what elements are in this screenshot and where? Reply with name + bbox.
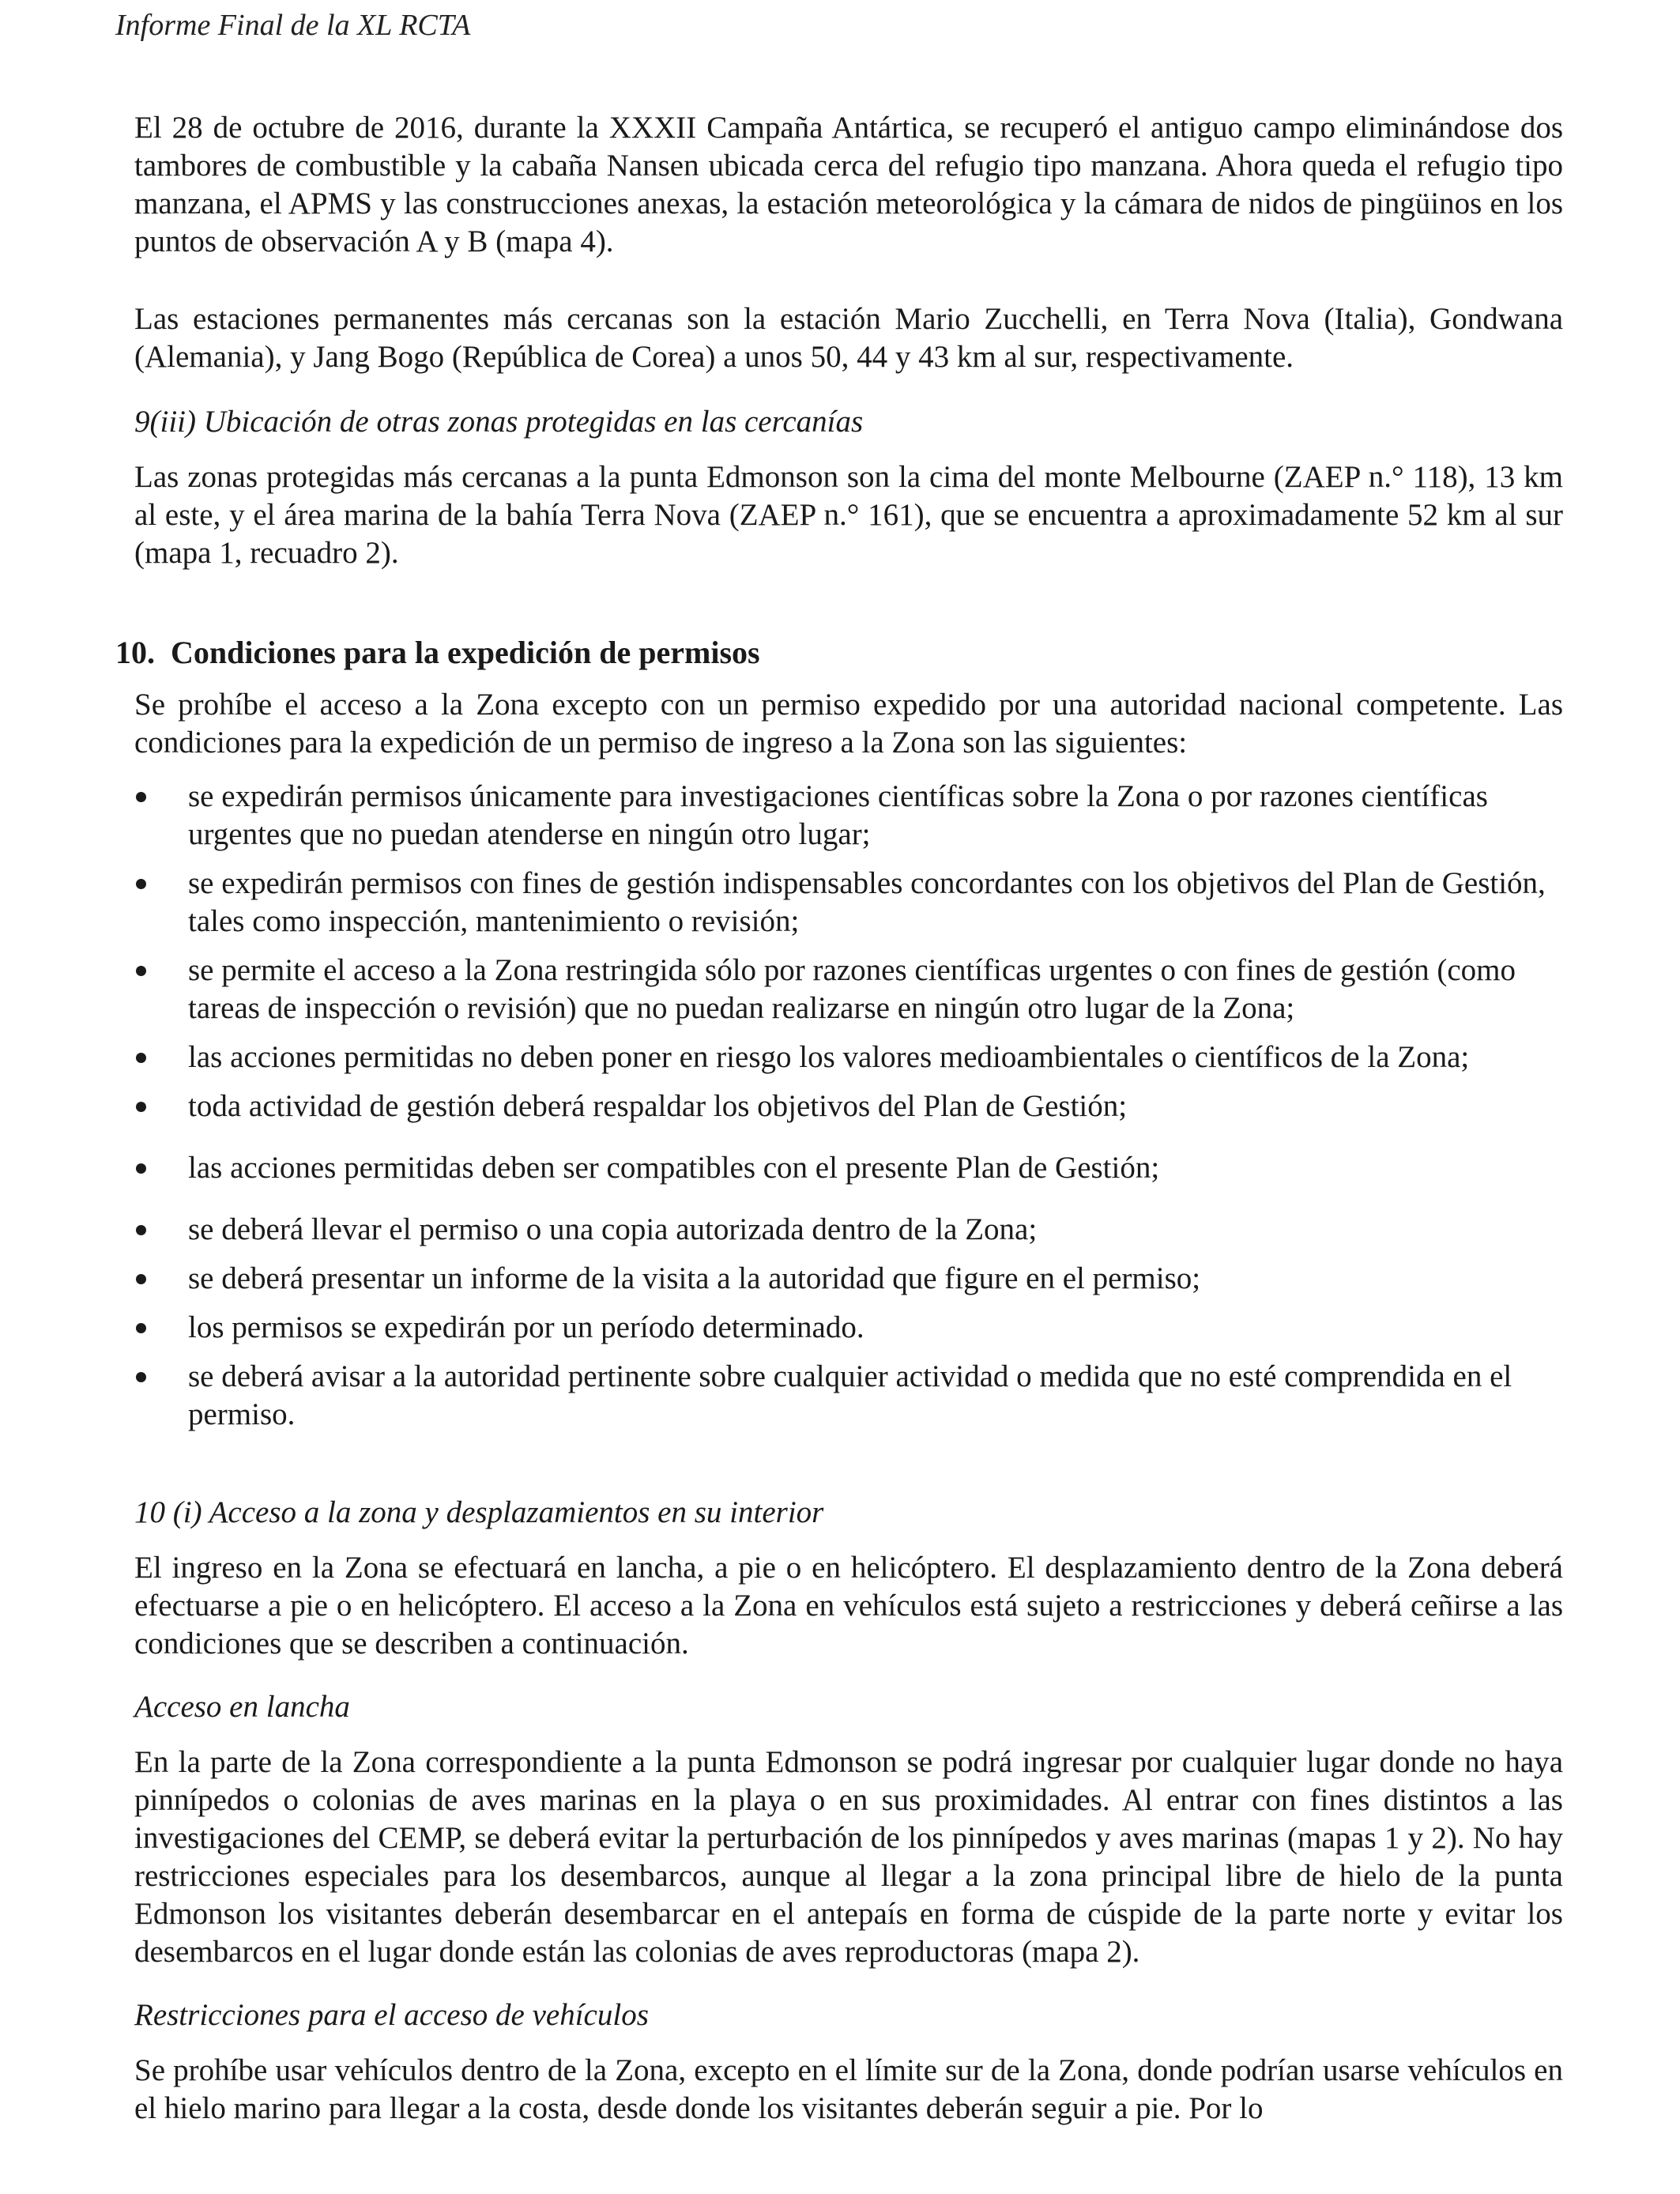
- list-item: se expedirán permisos con fines de gestión indispensables concordantes con los objetivos del Plan de Gestión, tales como inspección, mantenimiento o revisión;: [134, 865, 1563, 941]
- section-10-number: 10.: [115, 635, 155, 670]
- subheading-acceso-lancha: Acceso en lancha: [134, 1690, 350, 1724]
- section-10-heading: [115, 634, 1563, 672]
- permit-conditions-list: [134, 778, 1563, 1434]
- list-item: las acciones permitidas deben ser compatibles con el presente Plan de Gestión;: [134, 1149, 1563, 1187]
- page-body: [115, 109, 1563, 2128]
- bullet-icon: [136, 1372, 146, 1382]
- paragraph-acceso-lancha: En la parte de la Zona correspondiente a la punta Edmonson se podrá ingresar por cualquier lugar donde no haya pinnípedos o colonias de aves marinas en la playa o en sus proximidades. Al entrar con fines distintos a las investigaciones del CEMP, se deberá evitar la perturbación de los pinnípedos y aves marinas (mapas 1 y 2). No hay restricciones especiales para los desembarcos, aunque al llegar a la zona principal libre de hielo de la punta Edmonson los visitantes deberán desembarcar en el antepaís en forma de cúspide de la parte norte y evitar los desembarcos en el lugar donde están las colonias de aves reproductoras (mapa 2).: [134, 1745, 1563, 1969]
- section-10-title: Condiciones para la expedición de permisos: [171, 635, 760, 670]
- paragraph-estaciones: Las estaciones permanentes más cercanas son la estación Mario Zucchelli, en Terra Nova (Italia), Gondwana (Alemania), y Jang Bogo (República de Corea) a unos 50, 44 y 43 km al sur, respectivamente.: [134, 302, 1563, 374]
- running-header: Informe Final de la XL RCTA: [115, 9, 471, 42]
- bullet-icon: [136, 1102, 146, 1112]
- bullet-icon: [136, 966, 146, 976]
- bullet-icon: [136, 1163, 146, 1174]
- subheading-acceso-zona: 10 (i) Acceso a la zona y desplazamientos en su interior: [134, 1495, 824, 1529]
- paragraph-restricciones-vehiculos: Se prohíbe usar vehículos dentro de la Zona, excepto en el límite sur de la Zona, donde podrían usarse vehículos en el hielo marino para llegar a la costa, desde donde los visitantes deberán seguir a pie. Por lo: [134, 2053, 1563, 2125]
- bullet-icon: [136, 792, 146, 802]
- paragraph-campo: El 28 de octubre de 2016, durante la XXXII Campaña Antártica, se recuperó el antiguo campo eliminándose dos tambores de combustible y la cabaña Nansen ubicada cerca del refugio tipo manzana. Ahora queda el refugio tipo manzana, el APMS y las construcciones anexas, la estación meteorológica y la cámara de nidos de pingüinos en los puntos de observación A y B (mapa 4).: [134, 111, 1563, 258]
- list-item: se expedirán permisos únicamente para investigaciones científicas sobre la Zona o por razones científicas urgentes que no puedan atenderse en ningún otro lugar;: [134, 778, 1563, 854]
- bullet-icon: [136, 879, 146, 889]
- bullet-icon: [136, 1225, 146, 1235]
- paragraph-permisos-intro: Se prohíbe el acceso a la Zona excepto con un permiso expedido por una autoridad nacional competente. Las condiciones para la expedición de un permiso de ingreso a la Zona son las siguientes:: [134, 688, 1563, 760]
- subheading-zonas-protegidas: 9(iii) Ubicación de otras zonas protegidas en las cercanías: [134, 405, 864, 439]
- list-item: se deberá presentar un informe de la visita a la autoridad que figure en el permiso;: [134, 1260, 1563, 1298]
- bullet-icon: [136, 1323, 146, 1333]
- bullet-icon: [136, 1053, 146, 1063]
- list-item: las acciones permitidas no deben poner en riesgo los valores medioambientales o científicos de la Zona;: [134, 1039, 1563, 1076]
- list-item: toda actividad de gestión deberá respaldar los objetivos del Plan de Gestión;: [134, 1088, 1563, 1125]
- bullet-icon: [136, 1274, 146, 1284]
- paragraph-ingreso: El ingreso en la Zona se efectuará en lancha, a pie o en helicóptero. El desplazamiento dentro de la Zona deberá efectuarse a pie o en helicóptero. El acceso a la Zona en vehículos está sujeto a restricciones y deberá ceñirse a las condiciones que se describen a continuación.: [134, 1551, 1563, 1661]
- list-item: los permisos se expedirán por un período determinado.: [134, 1309, 1563, 1347]
- list-item: se deberá llevar el permiso o una copia autorizada dentro de la Zona;: [134, 1211, 1563, 1249]
- list-item: se permite el acceso a la Zona restringida sólo por razones científicas urgentes o con fines de gestión (como tareas de inspección o revisión) que no puedan realizarse en ningún otro lugar de la Zona;: [134, 952, 1563, 1027]
- subheading-restricciones-vehiculos: Restricciones para el acceso de vehículos: [134, 1998, 649, 2032]
- list-item: se deberá avisar a la autoridad pertinente sobre cualquier actividad o medida que no esté comprendida en el permiso.: [134, 1358, 1563, 1434]
- paragraph-zonas-protegidas: Las zonas protegidas más cercanas a la punta Edmonson son la cima del monte Melbourne (ZAEP n.° 118), 13 km al este, y el área marina de la bahía Terra Nova (ZAEP n.° 161), que se encuentra a aproximadamente 52 km al sur (mapa 1, recuadro 2).: [134, 460, 1563, 570]
